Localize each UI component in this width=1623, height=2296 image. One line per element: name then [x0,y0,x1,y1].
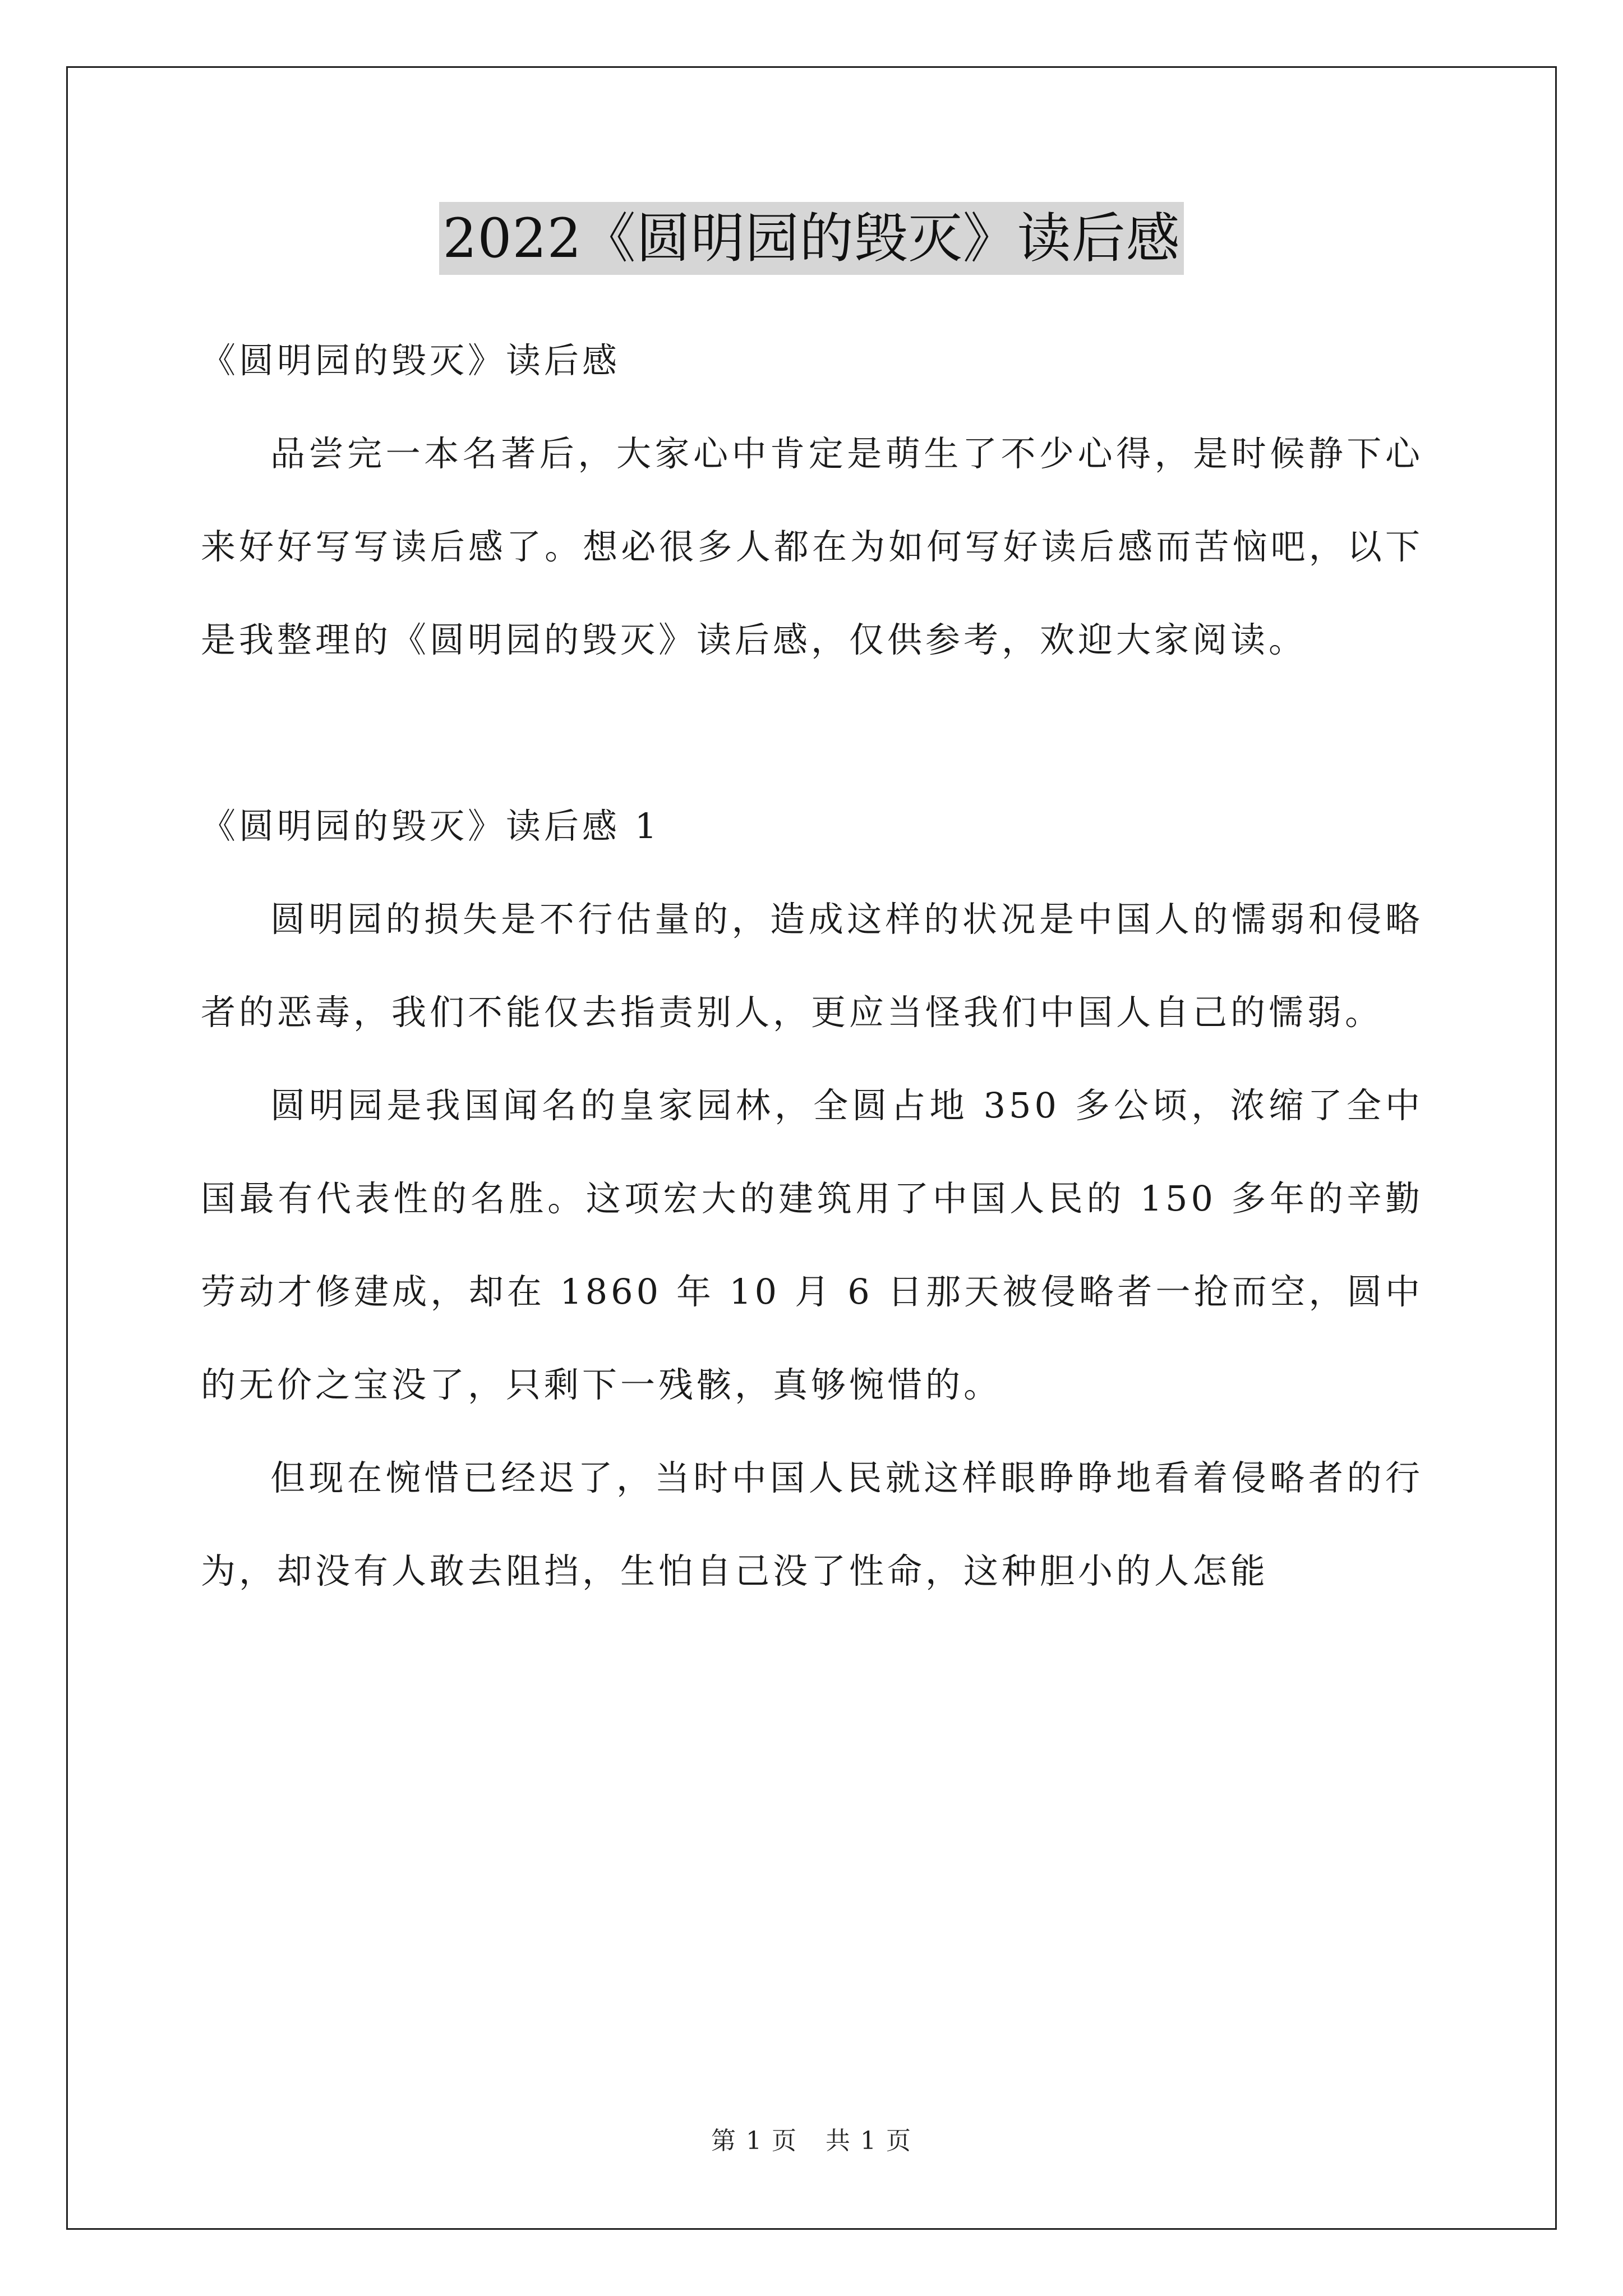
document-title: 2022《圆明园的毁灭》读后感 [439,202,1183,275]
section1-paragraph-3: 但现在惋惜已经迟了，当时中国人民就这样眼睁睁地看着侵略者的行为，却没有人敢去阻挡，生怕自己没了性命，这种胆小的人怎能 [201,1457,1423,1591]
section1-paragraph-1: 圆明园的损失是不行估量的，造成这样的状况是中国人的懦弱和侵略者的恶毒，我们不能仅去指责别人，更应当怪我们中国人自己的懦弱。 [201,899,1423,1033]
section-gap [201,687,1423,780]
page-number-total: 共 1 页 [826,2127,912,2155]
document-body [201,314,1423,1618]
intro-heading: 《圆明园的毁灭》读后感 [201,340,621,381]
page-number-current: 第 1 页 [711,2127,797,2155]
section1-paragraph-2: 圆明园是我国闻名的皇家园林，全圆占地 350 多公顷，浓缩了全中国最有代表性的名胜。这项宏大的建筑用了中国人民的 150 多年的辛勤劳动才修建成，却在 1860 年 10 月 6 日那天被侵略者一抢而空，圆中的无价之宝没了，只剩下一残骸，真够惋惜的。 [201,1085,1423,1405]
page-footer [0,2120,1623,2156]
section1-heading: 《圆明园的毁灭》读后感 1 [201,806,661,846]
title-container [0,202,1623,275]
intro-paragraph: 品尝完一本名著后，大家心中肯定是萌生了不少心得，是时候静下心来好好写写读后感了。想必很多人都在为如何写好读后感而苦恼吧，以下是我整理的《圆明园的毁灭》读后感，仅供参考，欢迎大家阅读。 [201,433,1423,660]
